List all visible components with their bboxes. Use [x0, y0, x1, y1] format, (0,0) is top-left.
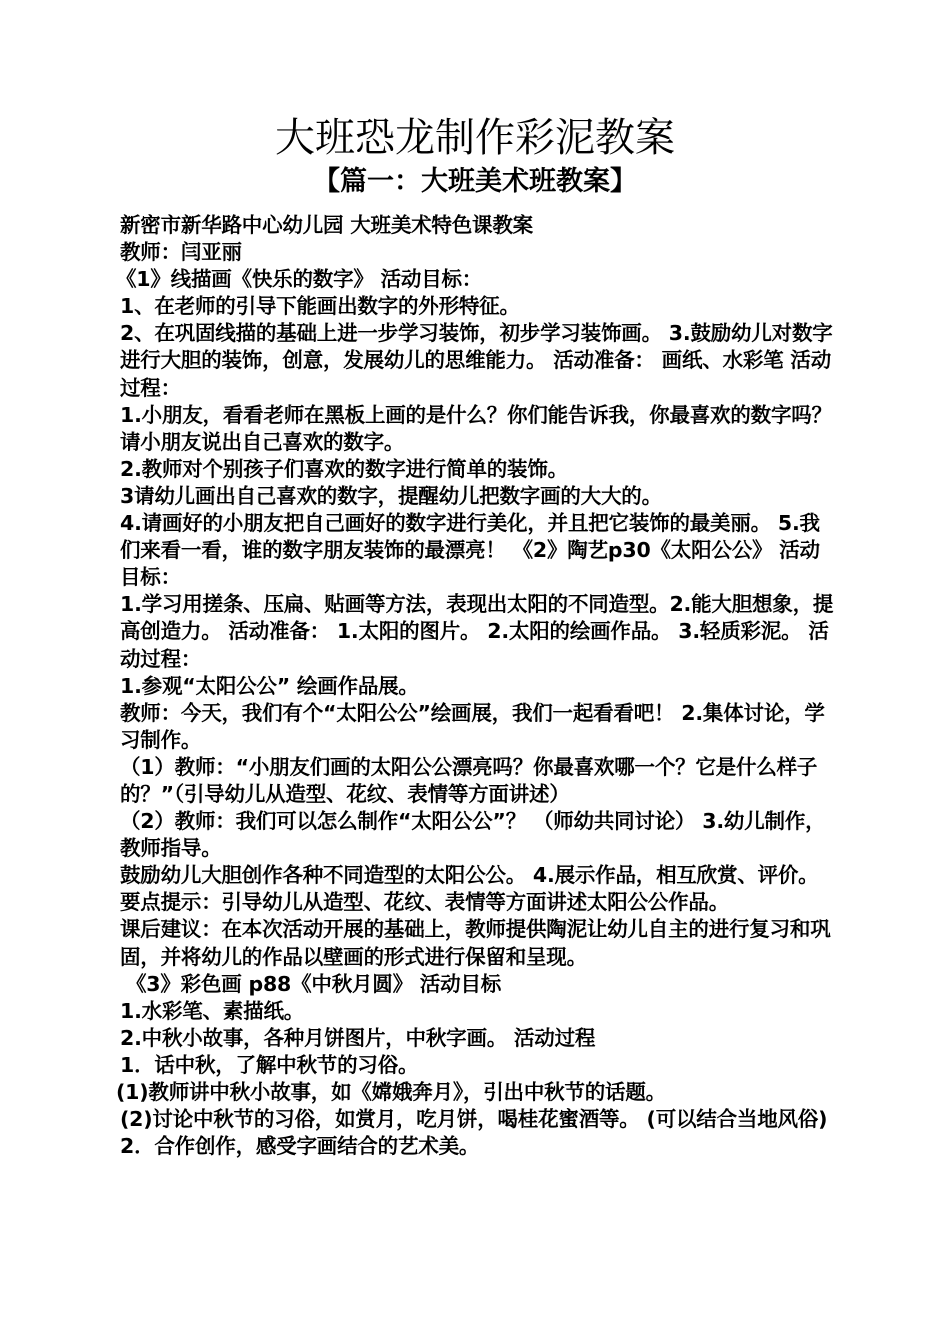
page-title: 大班恐龙制作彩泥教案 [275, 115, 675, 161]
paragraph: 1.学习用搓条、压扁、贴画等方法，表现出太阳的不同造型。2.能大胆想象，提高创造力。 活动准备： 1.太阳的图片。 2.太阳的绘画作品。 3.轻质彩泥。 活动过程： [120, 592, 834, 671]
paragraph: 1．话中秋，了解中秋节的习俗。 [120, 1052, 419, 1077]
paragraph-section-1-heading: 《1》线描画《快乐的数字》 活动目标： [116, 267, 483, 292]
paragraph-teacher: 教师：闫亚丽 [120, 240, 242, 265]
paragraph: 教师：今天，我们有个“太阳公公”绘画展，我们一起看看吧！ 2.集体讨论，学习制作。 [120, 700, 825, 752]
paragraph: 1.小朋友，看看老师在黑板上画的是什么？你们能告诉我，你最喜欢的数字吗？ 请小朋友说出自己喜欢的数字。 [120, 402, 832, 454]
paragraph: (1)教师讲中秋小故事，如《嫦娥奔月》，引出中秋节的话题。 [116, 1080, 666, 1104]
paragraph: 课后建议：在本次活动开展的基础上，教师提供陶泥让幼儿自主的进行复习和巩固，并将幼儿的作品以壁画的形式进行保留和呈现。 [120, 917, 831, 969]
paragraph: 2.中秋小故事，各种月饼图片，中秋字画。 活动过程 [120, 1025, 596, 1050]
paragraph: (2)讨论中秋节的习俗，如赏月，吃月饼，喝桂花蜜酒等。 (可以结合当地风俗) 2．合作创作，感受字画结合的艺术美。 [120, 1107, 828, 1159]
paragraph: 1、在老师的引导下能画出数字的外形特征。 [120, 294, 520, 319]
paragraph-section-3-heading: 《3》彩色画 p88《中秋月圆》 活动目标 [126, 971, 502, 996]
paragraph: 要点提示：引导幼儿从造型、花纹、表情等方面讲述太阳公公作品。 [120, 890, 729, 915]
paragraph-school: 新密市新华路中心幼儿园 大班美术特色课教案 [120, 213, 533, 237]
paragraph: 2、在巩固线描的基础上进一步学习装饰，初步学习装饰画。 3.鼓励幼儿对数字进行大胆的装饰，创意，发展幼儿的思维能力。 活动准备： 画纸、水彩笔 活动过程： [120, 321, 833, 400]
paragraph: 2.教师对个别孩子们喜欢的数字进行简单的装饰。 [120, 456, 568, 481]
page-subtitle: 【篇一：大班美术班教案】 [313, 166, 637, 197]
paragraph: 1.参观“太阳公公” 绘画作品展。 [120, 673, 419, 698]
paragraph: 鼓励幼儿大胆创作各种不同造型的太阳公公。 4.展示作品，相互欣赏、评价。 [120, 863, 819, 888]
document-body [116, 212, 836, 1160]
paragraph: （2）教师：我们可以怎么制作“太阳公公”？ （师幼共同讨论） 3.幼儿制作，教师指导。 [120, 809, 826, 861]
paragraph: 4.请画好的小朋友把自己画好的数字进行美化，并且把它装饰的最美丽。 5.我们来看一看，谁的数字朋友装饰的最漂亮！ 《2》陶艺p30《太阳公公》 活动目标： [120, 511, 820, 590]
paragraph: 1.水彩笔、素描纸。 [120, 998, 305, 1023]
paragraph: （1）教师：“小朋友们画的太阳公公漂亮吗？你最喜欢哪一个？它是什么样子的？”（引导幼儿从造型、花纹、表情等方面讲述） [120, 754, 818, 806]
paragraph: 3请幼儿画出自己喜欢的数字，提醒幼儿把数字画的大大的。 [120, 483, 662, 508]
